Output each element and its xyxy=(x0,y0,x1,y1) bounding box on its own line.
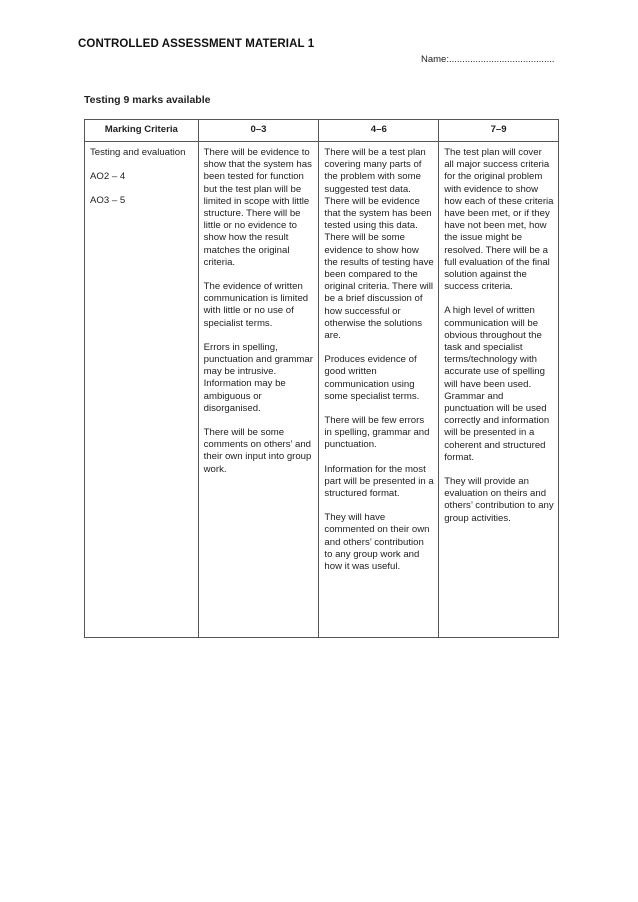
header-band-4-6: 4–6 xyxy=(319,120,439,142)
band-4-6-paragraph: Produces evidence of good written communication using some specialist terms. xyxy=(324,354,420,402)
header-band-7-9: 7–9 xyxy=(439,120,559,142)
criteria-ao3: AO3 – 5 xyxy=(90,195,126,207)
criteria-ao2: AO2 – 4 xyxy=(90,171,126,183)
band-4-6-paragraph: Information for the most part will be presented in a structured format. xyxy=(324,463,434,500)
band-7-9-cell xyxy=(439,142,559,638)
marking-rubric-table xyxy=(84,119,559,638)
band-0-3-paragraph: There will be evidence to show that the system has been tested for function but the test plan will be limited in scope with little structure. There will be little or no evidence to show how the result matches the original criteria. xyxy=(203,147,312,268)
band-0-3-paragraph: There will be some comments on others’ and their own input into group work. xyxy=(203,427,312,475)
band-0-3-cell xyxy=(198,142,319,638)
band-4-6-cell xyxy=(319,142,439,638)
criteria-cell xyxy=(85,142,199,638)
band-7-9-paragraph: They will provide an evaluation on theirs and others’ contribution to any group activities. xyxy=(444,476,554,524)
document-title: CONTROLLED ASSESSMENT MATERIAL 1 xyxy=(78,38,315,50)
table-row xyxy=(85,142,559,638)
band-0-3-paragraph: The evidence of written communication is limited with little or no use of specialist terms. xyxy=(203,281,309,329)
name-field-label: Name:........................................ xyxy=(421,54,555,65)
header-band-0-3: 0–3 xyxy=(198,120,319,142)
band-7-9-paragraph: The test plan will cover all major success criteria for the original problem with evidence to show how each of these criteria have been met, or if they have not been met, how the issue might be resolved. There will be a full evaluation of the final solution against the success criteria. xyxy=(444,147,554,293)
band-4-6-paragraph: They will have commented on their own and others’ contribution to any group work and how it was useful. xyxy=(324,512,430,573)
band-0-3-paragraph: Errors in spelling, punctuation and grammar may be intrusive. Information may be ambiguous or disorganised. xyxy=(203,341,313,414)
header-marking-criteria: Marking Criteria xyxy=(85,120,199,142)
band-4-6-paragraph: There will be few errors in spelling, grammar and punctuation. xyxy=(324,415,430,451)
table-header-row xyxy=(85,120,559,142)
section-title: Testing 9 marks available xyxy=(84,94,211,106)
criteria-name: Testing and evaluation xyxy=(90,147,186,158)
band-7-9-paragraph: A high level of written communication will be obvious throughout the task and specialist terms/technology with accurate use of spelling will have been used. Grammar and punctuation will be used correctly and information will be presented in a coherent and structured format. xyxy=(444,305,550,463)
band-4-6-paragraph: There will be a test plan covering many parts of the problem with some suggested test data. There will be evidence that the system has been tested using this data. There will be some evidence to show how the results of testing have been compared to the original criteria. There will be a brief discussion of how successful or otherwise the solutions are. xyxy=(324,147,434,342)
